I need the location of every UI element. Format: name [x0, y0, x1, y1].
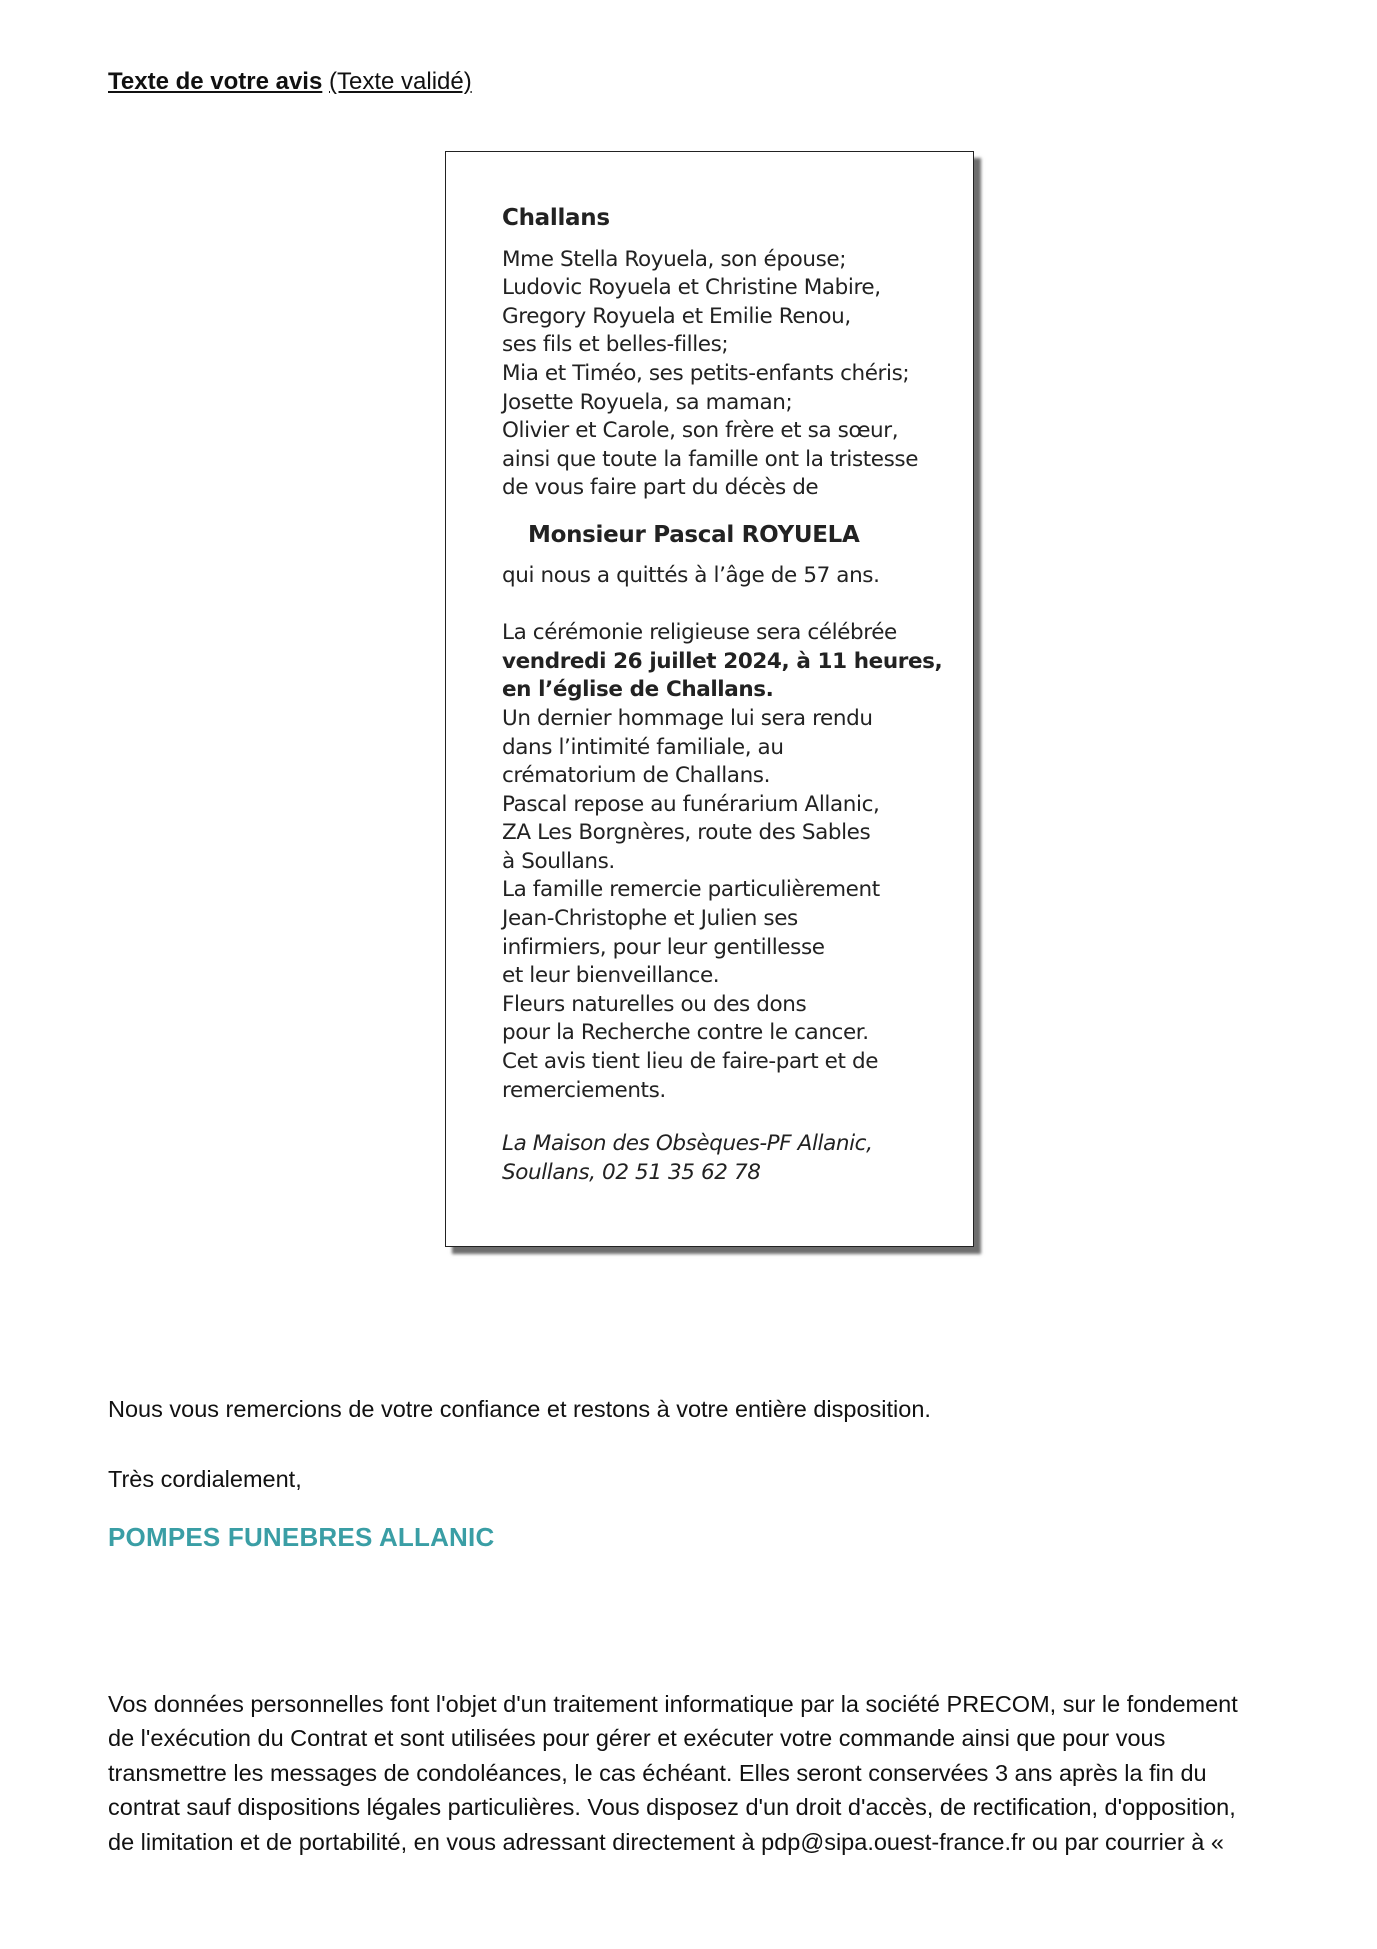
- family-line: Ludovic Royuela et Christine Mabire,: [502, 275, 881, 301]
- notice-signature: [502, 1130, 953, 1187]
- heading-title: Texte de votre avis: [108, 68, 323, 95]
- detail-line: La famille remercie particulièrement: [502, 877, 880, 903]
- privacy-notice: [108, 1687, 1320, 1859]
- thanks-text: Nous vous remercions de votre confiance et restons à votre entière disposition.: [108, 1396, 931, 1422]
- family-line: Gregory Royuela et Emilie Renou,: [502, 303, 851, 329]
- age-line: qui nous a quittés à l’âge de 57 ans.: [502, 562, 880, 588]
- spacer: [502, 590, 953, 619]
- detail-line: Fleurs naturelles ou des dons: [502, 991, 807, 1017]
- family-line: ses fils et belles-filles;: [502, 332, 729, 358]
- company-name: POMPES FUNEBRES ALLANIC: [108, 1522, 495, 1552]
- family-line: Josette Royuela, sa maman;: [502, 389, 793, 415]
- privacy-line: contrat sauf dispositions légales particulières. Vous disposez d'un droit d'accès, de rectification, d'opposition,: [108, 1794, 1236, 1821]
- detail-line: Jean-Christophe et Julien ses: [502, 906, 798, 932]
- family-line: Mme Stella Royuela, son épouse;: [502, 246, 847, 272]
- signature-line: La Maison des Obsèques-PF Allanic,: [502, 1131, 873, 1157]
- family-line: Olivier et Carole, son frère et sa sœur,: [502, 418, 899, 444]
- family-line: Mia et Timéo, ses petits-enfants chéris;: [502, 360, 910, 386]
- ceremony-place: en l’église de Challans.: [502, 677, 774, 703]
- obituary-notice-body: [502, 204, 953, 1187]
- family-line: de vous faire part du décès de: [502, 475, 819, 501]
- obituary-notice: [445, 151, 974, 1247]
- detail-line: ZA Les Borgnères, route des Sables: [502, 820, 871, 846]
- closing-text: Très cordialement,: [108, 1466, 302, 1492]
- deceased-name: Monsieur Pascal ROYUELA: [528, 521, 860, 548]
- detail-line: Cet avis tient lieu de faire-part et de: [502, 1049, 879, 1075]
- detail-line: et leur bienveillance.: [502, 963, 720, 989]
- detail-line: Pascal repose au funérarium Allanic,: [502, 791, 880, 817]
- detail-line: infirmiers, pour leur gentillesse: [502, 934, 825, 960]
- family-line: ainsi que toute la famille ont la tristesse: [502, 446, 919, 472]
- signature-line: Soullans, 02 51 35 62 78: [502, 1159, 761, 1185]
- page-heading: [108, 67, 472, 97]
- ceremony-intro: La cérémonie religieuse sera célébrée: [502, 620, 897, 646]
- detail-line: crématorium de Challans.: [502, 763, 771, 789]
- detail-line: remerciements.: [502, 1077, 666, 1103]
- notice-city: Challans: [502, 205, 610, 231]
- privacy-line: Vos données personnelles font l'objet d'un traitement informatique par la société PRECOM, sur le fondement: [108, 1691, 1238, 1717]
- detail-line: pour la Recherche contre le cancer.: [502, 1020, 869, 1046]
- detail-line: dans l’intimité familiale, au: [502, 734, 784, 760]
- detail-line: Un dernier hommage lui sera rendu: [502, 705, 873, 731]
- ceremony-date: vendredi 26 juillet 2024, à 11 heures,: [502, 648, 943, 674]
- privacy-line: de l'exécution du Contrat et sont utilisées pour gérer et exécuter votre commande ainsi que pour vous: [108, 1725, 1166, 1752]
- heading-status: (Texte validé): [329, 68, 472, 95]
- privacy-line: de limitation et de portabilité, en vous adressant directement à pdp@sipa.ouest-france.fr ou par courrier à «: [108, 1828, 1224, 1855]
- detail-line: à Soullans.: [502, 848, 615, 874]
- privacy-line: transmettre les messages de condoléances, le cas échéant. Elles seront conservées 3 ans après la fin du: [108, 1759, 1207, 1786]
